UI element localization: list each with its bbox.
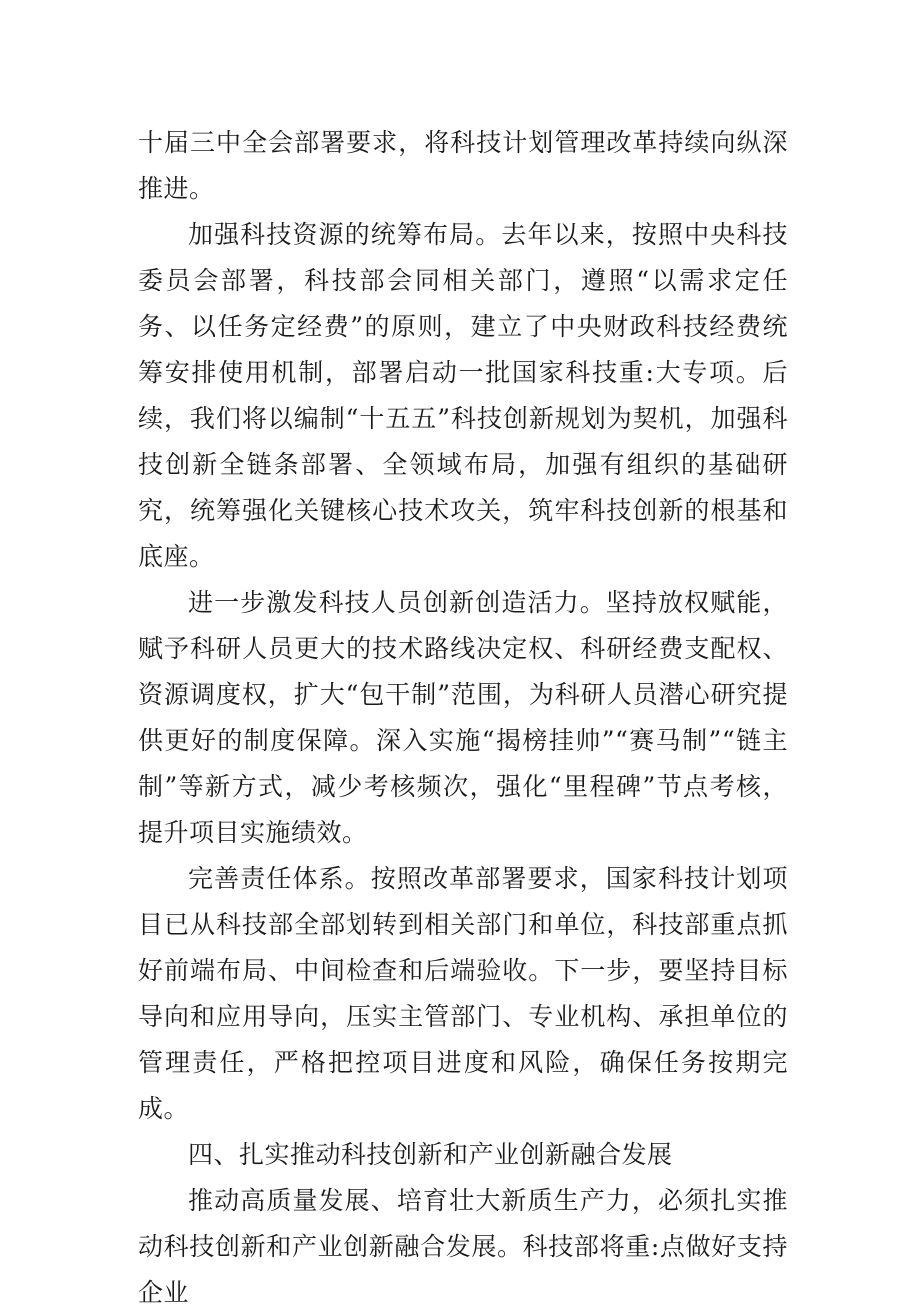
section-heading: 四、扎实推动科技创新和产业创新融合发展 (188, 1140, 673, 1169)
paragraph-continuation: 十届三中全会部署要求，将科技计划管理改革持续向纵深推进。 (138, 128, 788, 203)
paragraph-integration: 推动高质量发展、培育壮大新质生产力，必须扎实推动科技创新和产业创新融合发展。科技部将重:点做好支持企业 (138, 1186, 788, 1307)
paragraph-resource-layout: 加强科技资源的统筹布局。去年以来，按照中央科技委员会部署，科技部会同相关部门，遵照“以需求定任务、以任务定经费”的原则，建立了中央财政科技经费统筹安排使用机制，部署启动一批国家科技重:大专项。后续，我们将以编制“十五五”科技创新规划为契机，加强科技创新全链条部署、全领域布局，加强有组织的基础研究，统筹强化关键核心技术攻关，筑牢科技创新的根基和底座。 (138, 220, 788, 571)
document-body (138, 120, 788, 1316)
paragraph-responsibility-system: 完善责任体系。按照改革部署要求，国家科技计划项目已从科技部全部划转到相关部门和单位，科技部重点抓好前端布局、中间检查和后端验收。下一步，要坚持目标导向和应用导向，压实主管部门、专业机构、承担单位的管理责任，严格把控项目进度和风险，确保任务按期完成。 (138, 864, 788, 1123)
paragraph-researcher-vitality: 进一步激发科技人员创新创造活力。坚持放权赋能，赋予科研人员更大的技术路线决定权、科研经费支配权、资源调度权，扩大“包干制”范围，为科研人员潜心研究提供更好的制度保障。深入实施“揭榜挂帅”“赛马制”“链主制”等新方式，减少考核频次，强化“里程碑”节点考核，提升项目实施绩效。 (138, 588, 788, 847)
